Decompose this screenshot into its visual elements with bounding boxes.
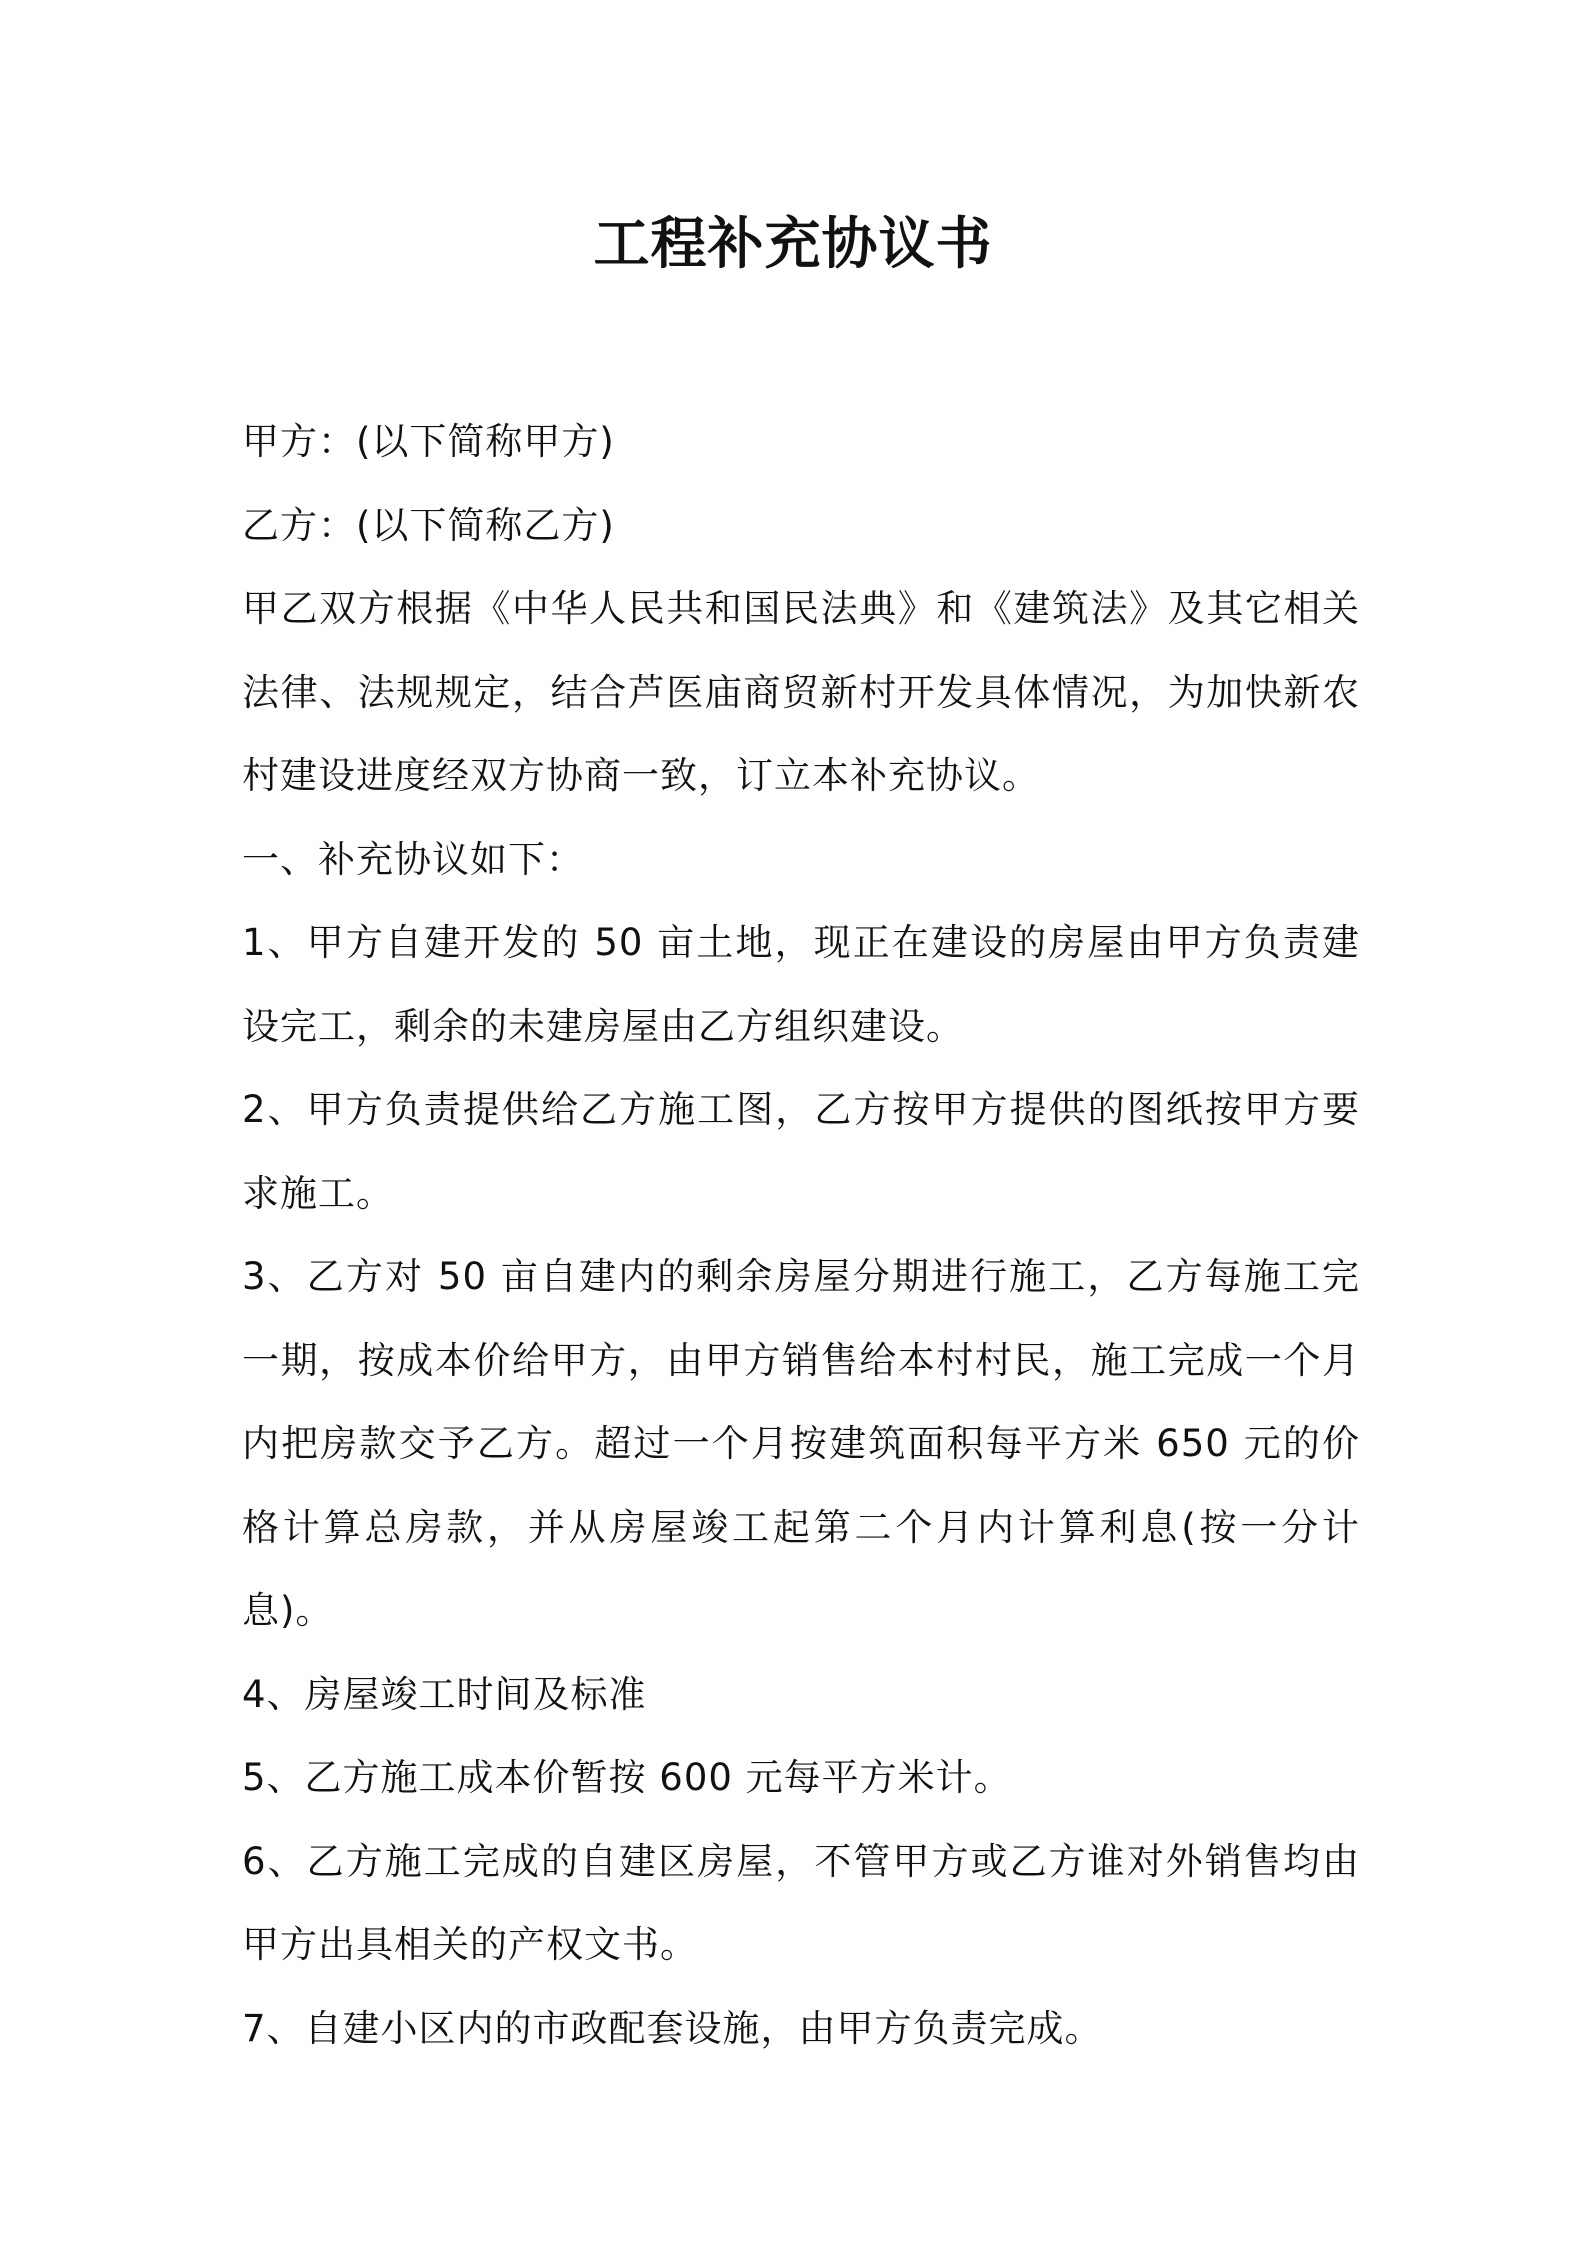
- section-heading: 一、补充协议如下：: [242, 837, 584, 881]
- clause-3: 3、乙方对 50 亩自建内的剩余房屋分期进行施工，乙方每施工完一期，按成本价给甲方，由甲方销售给本村村民，施工完成一个月内把房款交予乙方。超过一个月按建筑面积每平方米 650 元的价格计算总房款，并从房屋竣工起第二个月内计算利息(按一分计息)。: [242, 1255, 1360, 1632]
- clause-5: 5、乙方施工成本价暂按 600 元每平方米计。: [242, 1756, 1012, 1799]
- clause-1: 1、甲方自建开发的 50 亩土地，现正在建设的房屋由甲方负责建设完工，剩余的未建房屋由乙方组织建设。: [242, 921, 1360, 1048]
- clause-4: 4、房屋竣工时间及标准: [242, 1672, 647, 1716]
- document-body: [242, 400, 1360, 2070]
- clause-2: 2、甲方负责提供给乙方施工图，乙方按甲方提供的图纸按甲方要求施工。: [242, 1088, 1360, 1215]
- clause-6: 6、乙方施工完成的自建区房屋，不管甲方或乙方谁对外销售均由甲方出具相关的产权文书。: [242, 1839, 1360, 1966]
- preamble-paragraph: 甲乙双方根据《中华人民共和国民法典》和《建筑法》及其它相关法律、法规规定，结合芦医庙商贸新村开发具体情况，为加快新农村建设进度经双方协商一致，订立本补充协议。: [242, 587, 1360, 797]
- party-b-line: 乙方：(以下简称乙方): [242, 503, 615, 547]
- clause-7: 7、自建小区内的市政配套设施，由甲方负责完成。: [242, 2006, 1103, 2050]
- party-a-line: 甲方：(以下简称甲方): [242, 420, 615, 463]
- document-title: 工程补充协议书: [593, 212, 993, 277]
